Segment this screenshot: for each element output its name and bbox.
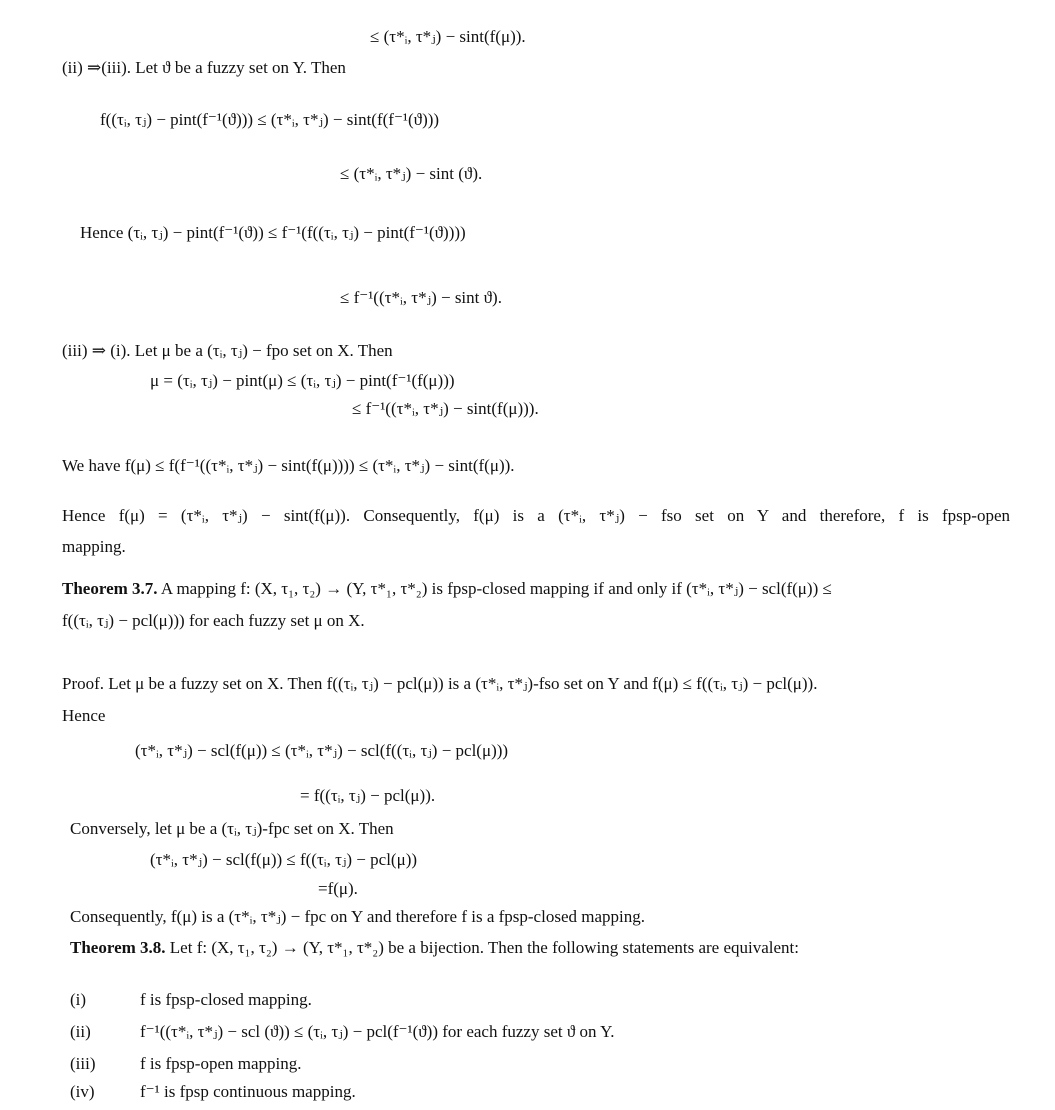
list-item-number: (iii) (70, 1054, 96, 1073)
equation-hence-1: Hence (τᵢ, τⱼ) − pint(f⁻¹(ϑ)) ≤ f⁻¹(f((τᵢ, τⱼ) − pint(f⁻¹(ϑ)))) (80, 223, 466, 242)
proof-3-7-hence: Hence (62, 706, 106, 725)
equation-hence-2: ≤ f⁻¹((τ*ᵢ, τ*ⱼ) − sint ϑ). (340, 288, 502, 307)
equation-ii-iii-1: f((τᵢ, τⱼ) − pint(f⁻¹(ϑ))) ≤ (τ*ᵢ, τ*ⱼ) − sint(f(f⁻¹(ϑ))) (100, 110, 440, 129)
list-item-text: f is fpsp-closed mapping. (140, 990, 312, 1009)
theorem-3-7-cont: f((τᵢ, τⱼ) − pcl(μ))) for each fuzzy set μ on X. (62, 611, 365, 630)
equation-3-7-2: = f((τᵢ, τⱼ) − pcl(μ)). (300, 786, 436, 805)
proof-3-7: Proof. Let μ be a fuzzy set on X. Then f((τᵢ, τⱼ) − pcl(μ)) is a (τ*ᵢ, τ*ⱼ)-fso set on Y and f(μ) ≤ f((τᵢ, τⱼ) − pcl(μ)). (62, 674, 818, 693)
equation-iii-i-2: ≤ f⁻¹((τ*ᵢ, τ*ⱼ) − sint(f(μ))). (352, 399, 539, 418)
list-item-number: (ii) (70, 1022, 91, 1041)
list-item-number: (iv) (70, 1082, 95, 1101)
list-item-text: f⁻¹((τ*ᵢ, τ*ⱼ) − scl (ϑ)) ≤ (τᵢ, τⱼ) − pcl(f⁻¹(ϑ)) for each fuzzy set ϑ on Y. (140, 1022, 615, 1041)
theorem-label: Theorem 3.8. (70, 938, 166, 957)
equation-ii-iii-2: ≤ (τ*ᵢ, τ*ⱼ) − sint (ϑ). (340, 164, 483, 183)
paragraph-we-have: We have f(μ) ≤ f(f⁻¹((τ*ᵢ, τ*ⱼ) − sint(f(μ)))) ≤ (τ*ᵢ, τ*ⱼ) − sint(f(μ)). (62, 456, 515, 475)
equation-3-7-1: (τ*ᵢ, τ*ⱼ) − scl(f(μ)) ≤ (τ*ᵢ, τ*ⱼ) − scl(f((τᵢ, τⱼ) − pcl(μ))) (135, 741, 509, 760)
theorem-3-8 (70, 937, 799, 959)
theorem-3-7-text: Theorem 3.7. A mapping f: (X, τ₁, τ₂) → (Y, τ*₁, τ*₂) is fpsp-closed mapping if and only if (τ*ᵢ, τ*ⱼ) − scl(f(μ)) ≤ (62, 579, 832, 598)
proof-step-ii-iii: (ii) ⇒(iii). Let ϑ be a fuzzy set on Y. Then (62, 58, 346, 77)
theorem-3-8-text: Theorem 3.8. Let f: (X, τ₁, τ₂) → (Y, τ*₁, τ*₂) be a bijection. Then the following statements are equivalent: (70, 938, 799, 957)
proof-step-iii-i: (iii) ⇒ (i). Let μ be a (τᵢ, τⱼ) − fpo set on X. Then (62, 341, 393, 360)
proof-line-sint-result: ≤ (τ*ᵢ, τ*ⱼ) − sint(f(μ)). (370, 27, 526, 46)
equation-conversely-1: (τ*ᵢ, τ*ⱼ) − scl(f(μ)) ≤ f((τᵢ, τⱼ) − pcl(μ)) (150, 850, 418, 869)
paragraph-consequently: Consequently, f(μ) is a (τ*ᵢ, τ*ⱼ) − fpc on Y and therefore f is a fpsp-closed mapping. (70, 907, 645, 926)
equation-iii-i-1: μ = (τᵢ, τⱼ) − pint(μ) ≤ (τᵢ, τⱼ) − pint(f⁻¹(f(μ))) (150, 371, 455, 390)
equation-conversely-2: =f(μ). (318, 879, 358, 898)
paragraph-hence-fso: Hence f(μ) = (τ*ᵢ, τ*ⱼ) − sint(f(μ)). Consequently, f(μ) is a (τ*ᵢ, τ*ⱼ) − fso set on Y and therefore, f is fpsp-open (62, 506, 1010, 525)
list-item-number: (i) (70, 990, 87, 1009)
list-item-text: f⁻¹ is fpsp continuous mapping. (140, 1082, 356, 1101)
list-item-text: f is fpsp-open mapping. (140, 1054, 302, 1073)
paragraph-hence-fso-end: mapping. (62, 537, 126, 556)
theorem-3-7 (62, 578, 832, 600)
theorem-label: Theorem 3.7. (62, 579, 158, 598)
paragraph-conversely: Conversely, let μ be a (τᵢ, τⱼ)-fpc set on X. Then (70, 819, 394, 838)
